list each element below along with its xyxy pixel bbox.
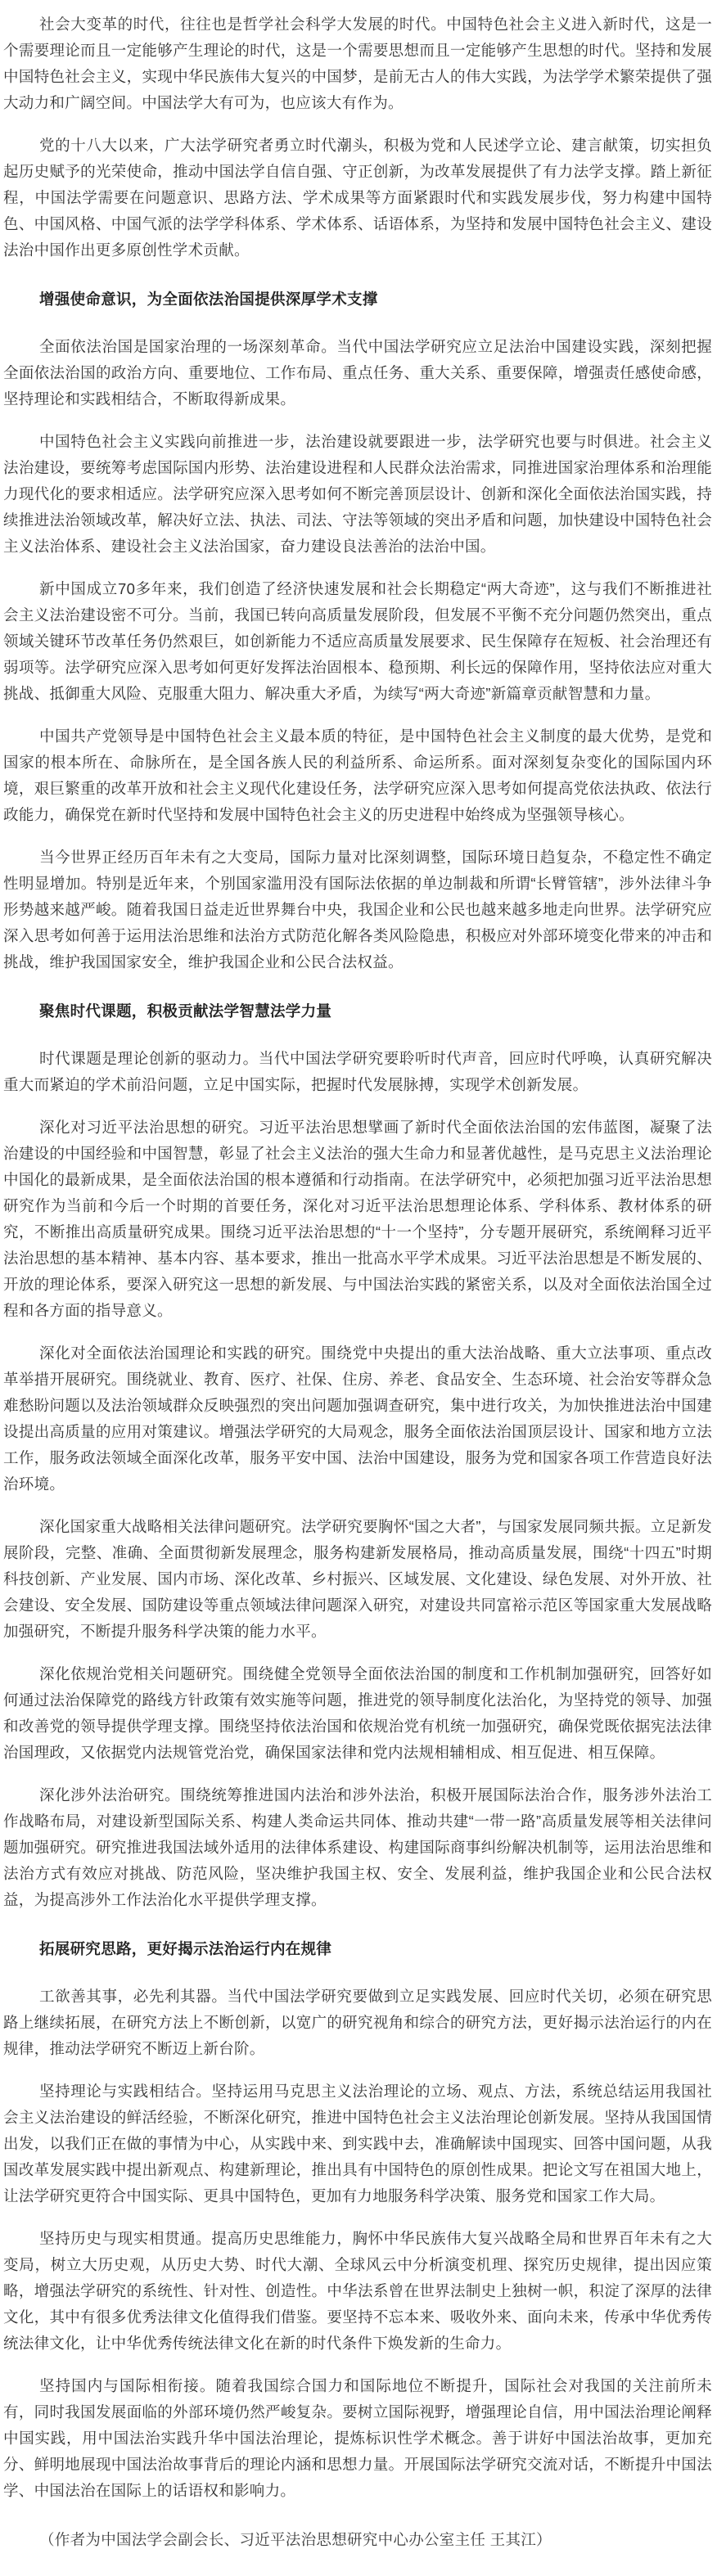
article-paragraph: 新中国成立70多年来，我们创造了经济快速发展和社会长期稳定“两大奇迹”，这与我们不断推进社会主义法治建设密不可分。当前，我国已转向高质量发展阶段，但发展不平衡不充分问题仍然突出，重点领域关键环节改革任务仍然艰巨，如创新能力不适应高质量发展要求、民生保障存在短板、社会治理还有弱项等。法学研究应深入思考如何更好发挥法治固根本、稳预期、利长远的保障作用，坚持依法应对重大挑战、抵御重大风险、克服重大阻力、解决重大矛盾，为续写“两大奇迹”新篇章贡献智慧和力量。 [3,580,712,702]
section-heading: 拓展研究思路，更好揭示法治运行内在规律 [39,1940,332,1957]
article-paragraph: 全面依法治国是国家治理的一场深刻革命。当代中国法学研究应立足法治中国建设实践，深刻把握全面依法治国的政治方向、重要地位、工作布局、重点任务、重大关系、重要保障，增强责任感使命感，坚持理论和实践相结合，不断取得新成果。 [3,338,712,408]
article-paragraph: 时代课题是理论创新的驱动力。当代中国法学研究要聆听时代声音，回应时代呼唤，认真研究解决重大而紧迫的学术前沿问题，立足中国实际，把握时代发展脉搏，实现学术创新发展。 [3,1050,712,1093]
article-paragraph: 中国共产党领导是中国特色社会主义最本质的特征，是中国特色社会主义制度的最大优势，是党和国家的根本所在、命脉所在，是全国各族人民的利益所系、命运所系。面对深刻复杂变化的国际国内环境，艰巨繁重的改革开放和社会主义现代化建设任务，法学研究应深入思考如何提高党依法执政、依法行政能力，确保党在新时代坚持和发展中国特色社会主义的历史进程中始终成为坚强领导核心。 [3,727,712,823]
article-paragraph: 深化国家重大战略相关法律问题研究。法学研究要胸怀“国之大者”，与国家发展同频共振。立足新发展阶段，完整、准确、全面贯彻新发展理念，服务构建新发展格局，推动高质量发展，围绕“十四五”时期科技创新、产业发展、国内市场、深化改革、乡村振兴、区域发展、文化建设、绿色发展、对外开放、社会建设、安全发展、国防建设等重点领域法律问题深入研究，对建设共同富裕示范区等国家重大发展战略加强研究，不断提升服务科学决策的能力水平。 [3,1518,712,1640]
article-paragraph: 深化涉外法治研究。围绕统筹推进国内法治和涉外法治，积极开展国际法治合作，服务涉外法治工作战略布局，对建设新型国际关系、构建人类命运共同体、推动共建“一带一路”高质量发展等相关法律问题加强研究。研究推进我国法域外适用的法律体系建设、构建国际商事纠纷解决机制等，运用法治思维和法治方式有效应对挑战、防范风险，坚决维护我国主权、安全、发展利益，维护我国企业和公民合法权益，为提高涉外工作法治化水平提供学理支撑。 [3,1786,712,1908]
article-paragraph: 坚持国内与国际相衔接。随着我国综合国力和国际地位不断提升，国际社会对我国的关注前所未有，同时我国发展面临的外部环境仍然严峻复杂。要树立国际视野，增强理论自信，用中国法治理论阐释中国实践，用中国法治实践升华中国法治理论，提炼标识性学术概念。善于讲好中国法治故事，更加充分、鲜明地展现中国法治故事背后的理论内涵和思想力量。开展国际法学研究交流对话，不断提升中国法学、中国法治在国际上的话语权和影响力。 [3,2377,712,2499]
article-paragraph: 当今世界正经历百年未有之大变局，国际力量对比深刻调整，国际环境日趋复杂，不稳定性不确定性明显增加。特别是近年来，个别国家滥用没有国际法依据的单边制裁和所谓“长臂管辖”，涉外法律斗争形势越来越严峻。随着我国日益走近世界舞台中央，我国企业和公民也越来越多地走向世界。法学研究应深入思考如何善于运用法治思维和法治方式防范化解各类风险隐患，积极应对外部环境变化带来的冲击和挑战，维护我国国家安全，维护我国企业和公民合法权益。 [3,849,712,971]
article-paragraph: 坚持历史与现实相贯通。提高历史思维能力，胸怀中华民族伟大复兴战略全局和世界百年未有之大变局，树立大历史观，从历史大势、时代大潮、全球风云中分析演变机理、探究历史规律，提出因应策略，增强法学研究的系统性、针对性、创造性。中华法系曾在世界法制史上独树一帜，积淀了深厚的法律文化，其中有很多优秀法律文化值得我们借鉴。要坚持不忘本来、吸收外来、面向未来，传承中华优秀传统法律文化，让中华优秀传统法律文化在新的时代条件下焕发新的生命力。 [3,2230,712,2352]
article-paragraph: 工欲善其事，必先利其器。当代中国法学研究要做到立足实践发展、回应时代关切，必须在研究思路上继续拓展，在研究方法上不断创新，以宽广的研究视角和综合的研究方法，更好揭示法治运行的内在规律，推动法学研究不断迈上新台阶。 [3,1988,712,2057]
article-paragraph: 深化对习近平法治思想的研究。习近平法治思想擘画了新时代全面依法治国的宏伟蓝图，凝聚了法治建设的中国经验和中国智慧，彰显了社会主义法治的强大生命力和显著优越性，是马克思主义法治理论中国化的最新成果，是全面依法治国的根本遵循和行动指南。在法学研究中，必须把加强习近平法治思想研究作为当前和今后一个时期的首要任务，深化对习近平法治思想理论体系、学科体系、教材体系的研究，不断推出高质量研究成果。围绕习近平法治思想的“十一个坚持”，分专题开展研究，系统阐释习近平法治思想的基本精神、基本内容、基本要求，推出一批高水平学术成果。习近平法治思想是不断发展的、开放的理论体系，要深入研究这一思想的新发展、与中国法治实践的紧密关系，以及对全面依法治国全过程和各方面的指导意义。 [3,1119,712,1319]
article-blocks [3,11,712,2504]
section-heading: 聚焦时代课题，积极贡献法学智慧法学力量 [39,1002,332,1020]
article-paragraph: 坚持理论与实践相结合。坚持运用马克思主义法治理论的立场、观点、方法，系统总结运用我国社会主义法治建设的鲜活经验，不断深化研究，推进中国特色社会主义法治理论创新发展。坚持从我国国情出发，以我们正在做的事情为中心，从实践中来、到实践中去，准确解读中国现实、回答中国问题，从我国改革发展实践中提出新观点、构建新理论，推出具有中国特色的原创性成果。把论文写在祖国大地上，让法学研究更符合中国实际、更具中国特色，更加有力地服务科学决策、服务党和国家工作大局。 [3,2083,712,2204]
article-paragraph: 社会大变革的时代，往往也是哲学社会科学大发展的时代。中国特色社会主义进入新时代，这是一个需要理论而且一定能够产生理论的时代，这是一个需要思想而且一定能够产生思想的时代。坚持和发展中国特色社会主义，实现中华民族伟大复兴的中国梦，是前无古人的伟大实践，为法学学术繁荣提供了强大动力和广阔空间。中国法学大有可为，也应该大有作为。 [3,16,712,111]
section-heading: 增强使命意识，为全面依法治国提供深厚学术支撑 [39,290,378,308]
article-paragraph: 中国特色社会主义实践向前推进一步，法治建设就要跟进一步，法学研究也要与时俱进。社会主义法治建设，要统筹考虑国际国内形势、法治建设进程和人民群众法治需求，同推进国家治理体系和治理能力现代化的要求相适应。法学研究应深入思考如何不断完善顶层设计、创新和深化全面依法治国实践，持续推进法治领域改革，解决好立法、执法、司法、守法等领域的突出矛盾和问题，加快建设中国特色社会主义法治体系、建设社会主义法治国家，奋力建设良法善治的法治中国。 [3,433,712,555]
article-paragraph: 党的十八大以来，广大法学研究者勇立时代潮头，积极为党和人民述学立论、建言献策，切实担负起历史赋予的光荣使命，推动中国法学自信自强、守正创新，为改革发展提供了有力法学支撑。踏上新征程，中国法学需要在问题意识、思路方法、学术成果等方面紧跟时代和实践发展步伐，努力构建中国特色、中国风格、中国气派的法学学科体系、学术体系、话语体系，为坚持和发展中国特色社会主义、建设法治中国作出更多原创性学术贡献。 [3,137,712,259]
author-note: （作者为中国法学会副会长、习近平法治思想研究中心办公室主任 王其江） [39,2531,552,2548]
article-paragraph: 深化依规治党相关问题研究。围绕健全党领导全面依法治国的制度和工作机制加强研究，回答好如何通过法治保障党的路线方针政策有效实施等问题，推进党的领导制度化法治化，为坚持党的领导、加强和改善党的领导提供学理支撑。围绕坚持依法治国和依规治党有机统一加强研究，确保党既依据宪法法律治国理政，又依据党内法规管党治党，确保国家法律和党内法规相辅相成、相互促进、相互保障。 [3,1665,712,1761]
article-paragraph: 深化对全面依法治国理论和实践的研究。围绕党中央提出的重大法治战略、重大立法事项、重点改革举措开展研究。围绕就业、教育、医疗、社保、住房、养老、食品安全、生态环境、社会治安等群众急难愁盼问题以及法治领域群众反映强烈的突出问题加强调查研究，集中进行攻关，为加快推进法治中国建设提出高质量的应用对策建议。增强法学研究的大局观念，服务全面依法治国顶层设计、国家和地方立法工作，服务政法领域全面深化改革，服务平安中国、法治中国建设，服务为党和国家各项工作营造良好法治环境。 [3,1344,712,1493]
